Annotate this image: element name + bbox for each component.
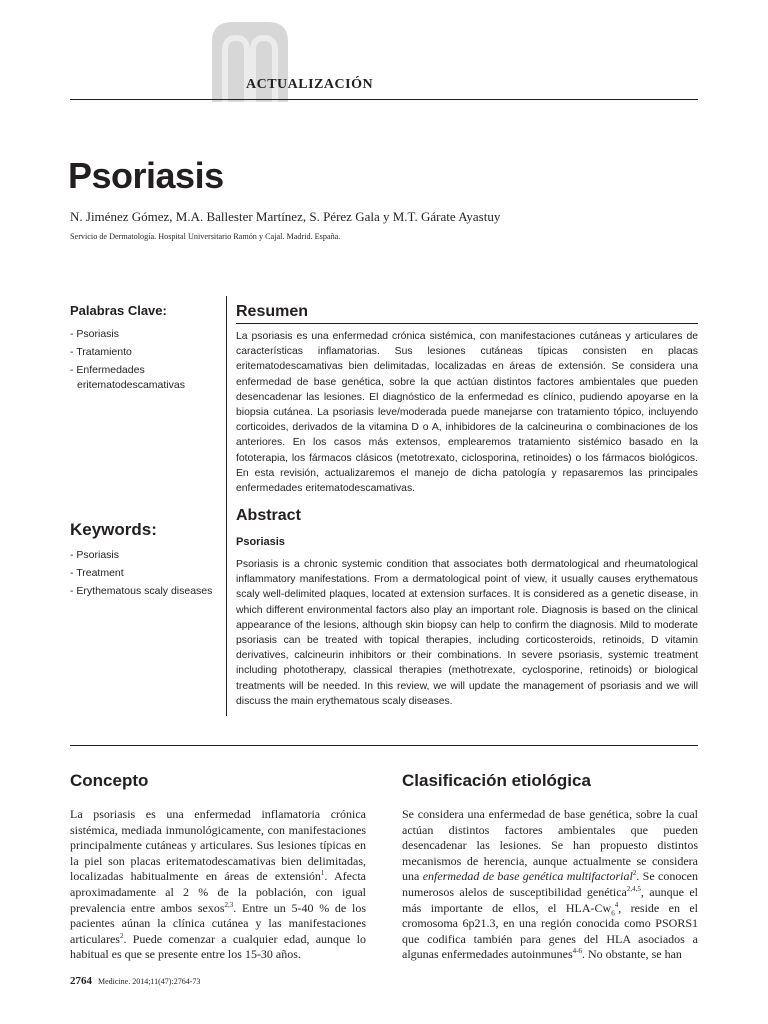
text-run: . Puede comenzar a cualquier edad, aunque lo habitual es que se presente entre los 15-30 años. [70, 931, 366, 962]
text-run: Se considera una enfermedad de base genética, sobre la cual actúan distintos factores ambientales que pueden desencadenar las lesiones. Se han propuesto distintos mecanismos de herencia, aunque actualmente se considera una [402, 807, 698, 884]
keyword-item: - Psoriasis [70, 549, 120, 561]
article-title: Psoriasis [68, 155, 224, 196]
text-run: La psoriasis es una enfermedad inflamatoria crónica sistémica, mediada inmunológicamente, con manifestaciones principalmente cutáneas y articulares. Sus lesiones típicas en la piel son placas eritematodescamativas bien delimitadas, localizadas habitualmente en áreas de extensión [70, 807, 366, 884]
reference-marker: 4-6 [572, 947, 582, 956]
keywords-es-heading: Palabras Clave: [70, 303, 167, 318]
keyword-item: - Psoriasis [70, 328, 120, 340]
clasificacion-heading: Clasificación etiológica [402, 771, 591, 790]
keyword-text-continued: eritematodescamativas [77, 379, 185, 391]
reference-marker: 4 [614, 900, 619, 909]
keyword-item [70, 361, 230, 392]
text-run: . Entre un 5-40 % de los pacientes aúnan la clínica cutánea y las manifestaciones articulares [70, 900, 366, 946]
clasificacion-paragraph [402, 807, 698, 963]
page-footer [70, 975, 200, 987]
journal-citation: Medicine. 2014;11(47):2764-73 [98, 977, 201, 986]
subscript-marker: 6 [611, 908, 615, 917]
article-authors: N. Jiménez Gómez, M.A. Ballester Martínez, S. Pérez Gala y M.T. Gárate Ayastuy [70, 209, 501, 224]
keyword-text: - Enfermedades [70, 364, 145, 376]
keyword-item: - Tratamiento [70, 346, 132, 358]
text-run: , reside en el cromosoma 6p21.3, en una región conocida como PSORS1 que codifica también para genes del HLA asociados a algunas enfermedades autoinmunes [402, 900, 699, 962]
resumen-heading: Resumen [236, 303, 309, 320]
abstract-subheading: Psoriasis [236, 536, 285, 548]
article-affiliation: Servicio de Dermatología. Hospital Universitario Ramón y Cajal. Madrid. España. [70, 232, 341, 241]
abstract-text: Psoriasis is a chronic systemic condition that associates both dermatological and rheumatological inflammatory manifestations. From a dermatological point of view, it usually causes erythematous scaly well-delimited plaques, located at extension surfaces. It is considered as a genetic disease, in which different environmental factors also play an important role. Diagnosis is based on the clinical appearance of the lesions, although skin biopsy can help to confirm the diagnosis. Mild to moderate psoriasis can be treated with topical therapies, including corticosteroids, retinoids, D vitamin derivatives, calcineurin inhibitors or their combinations. In severe psoriasis, systemic treatment including phototherapy, classical therapies (methotrexate, cyclosporine, retinoids) or biological treatments will be needed. In this review, we will update the management of psoriasis and we will discuss the main erythematous scaly diseases. [236, 559, 698, 707]
reference-marker: 2,3 [224, 900, 234, 909]
keywords-en-list [70, 546, 230, 600]
text-run: . Afecta aproximadamente al 2 % de la población, con igual prevalencia entre ambos sexos [70, 869, 366, 915]
keywords-es-list [70, 325, 230, 392]
header-divider [70, 99, 698, 100]
keywords-en-heading: Keywords: [70, 520, 157, 539]
abstract-heading: Abstract [236, 507, 301, 524]
resumen-divider [236, 323, 698, 324]
text-run: , aunque el más importante de ellos, el HLA-Cw [402, 884, 699, 915]
reference-marker: 1 [320, 869, 325, 878]
abstract-column-border [226, 296, 227, 716]
body-divider [70, 745, 698, 746]
concepto-paragraph [70, 807, 366, 963]
page-number: 2764 [70, 975, 92, 987]
reference-marker: 2 [632, 869, 637, 878]
text-run: . No obstante, se han [581, 947, 682, 962]
reference-marker: 2,4,5 [626, 884, 641, 893]
keyword-item: - Treatment [70, 567, 124, 579]
resumen-text: La psoriasis es una enfermedad crónica sistémica, con manifestaciones cutáneas y articulares de características inflamatorias. Sus lesiones cutáneas típicas consisten en placas eritematodescamativas bien delimitadas, localizadas en áreas de extensión. Se considera una enfermedad de base genética, sobre la que actúan distintos factores ambientales que pueden desencadenar las lesiones. El diagnóstico de la enfermedad es clínico, pudiendo apoyarse en la biopsia cutánea. La psoriasis leve/moderada puede manejarse con tratamiento tópico, incluyendo corticoides, derivados de la vitamina D o A, inhibidores de la calcineurina o combinaciones de los anteriores. En los casos más extensos, emplearemos tratamiento sistémico basado en la fototerapia, los fármacos clásicos (metotrexato, ciclosporina, retinoides) o los fármacos biológicos. En esta revisión, actualizaremos el manejo de dicha patología y repasaremos las principales enfermedades eritematodescamativas. [236, 331, 698, 495]
emphasis-text: enfermedad de base genética multifactorial [422, 869, 633, 884]
concepto-heading: Concepto [70, 771, 149, 790]
keyword-item: - Erythematous scaly diseases [70, 585, 213, 597]
reference-marker: 2 [119, 931, 124, 940]
text-run: . Se conocen numerosos alelos de susceptibilidad genética [402, 869, 699, 899]
section-label: ACTUALIZACIÓN [246, 77, 374, 92]
